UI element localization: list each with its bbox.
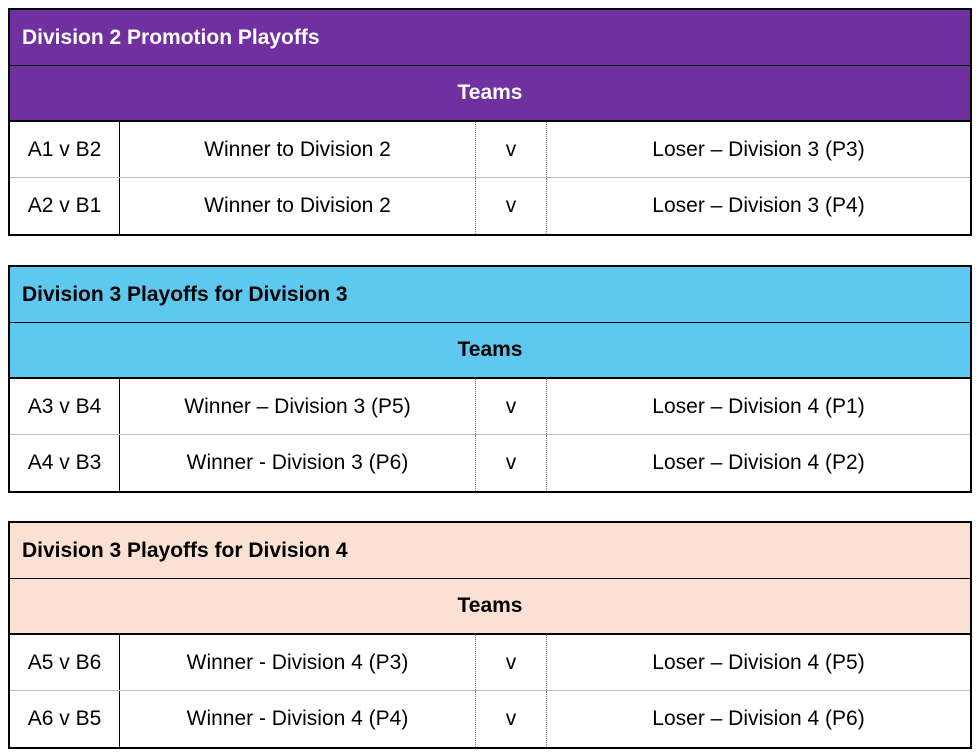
winner-cell: Winner – Division 3 (P5) — [120, 379, 476, 434]
match-cell: A6 v B5 — [10, 691, 120, 747]
versus-cell: v — [476, 435, 547, 491]
division2-promotion-playoffs-table — [8, 8, 972, 236]
winner-cell: Winner - Division 4 (P3) — [120, 635, 476, 690]
versus-cell: v — [476, 635, 547, 690]
teams-subheader: Teams — [10, 66, 970, 122]
loser-cell: Loser – Division 4 (P1) — [652, 394, 865, 418]
table-row — [10, 178, 970, 234]
match-cell: A2 v B1 — [10, 178, 120, 234]
winner-cell: Winner to Division 2 — [120, 122, 476, 177]
match-cell: A1 v B2 — [10, 122, 120, 177]
loser-cell: Loser – Division 3 (P4) — [652, 194, 865, 217]
teams-subheader: Teams — [10, 579, 970, 635]
teams-subheader: Teams — [10, 323, 970, 379]
winner-cell: Winner - Division 4 (P4) — [120, 691, 476, 747]
match-cell: A4 v B3 — [10, 435, 120, 491]
table-row — [10, 122, 970, 178]
table-row — [10, 379, 970, 435]
winner-cell: Winner - Division 3 (P6) — [120, 435, 476, 491]
table-row — [10, 435, 970, 491]
versus-cell: v — [476, 122, 547, 177]
division3-playoffs-for-division4-table — [8, 521, 972, 749]
loser-cell: Loser – Division 3 (P3) — [652, 137, 865, 161]
table-title: Division 2 Promotion Playoffs — [10, 10, 970, 66]
table-title: Division 3 Playoffs for Division 4 — [10, 523, 970, 579]
versus-cell: v — [476, 691, 547, 747]
winner-cell: Winner to Division 2 — [120, 178, 476, 234]
versus-cell: v — [476, 379, 547, 434]
division3-playoffs-for-division3-table — [8, 265, 972, 493]
table-row — [10, 635, 970, 691]
loser-cell: Loser – Division 4 (P2) — [652, 451, 865, 474]
match-cell: A5 v B6 — [10, 635, 120, 690]
table-row — [10, 691, 970, 747]
loser-cell: Loser – Division 4 (P6) — [652, 707, 865, 730]
versus-cell: v — [476, 178, 547, 234]
loser-cell: Loser – Division 4 (P5) — [652, 650, 865, 674]
match-cell: A3 v B4 — [10, 379, 120, 434]
table-title: Division 3 Playoffs for Division 3 — [10, 267, 970, 323]
